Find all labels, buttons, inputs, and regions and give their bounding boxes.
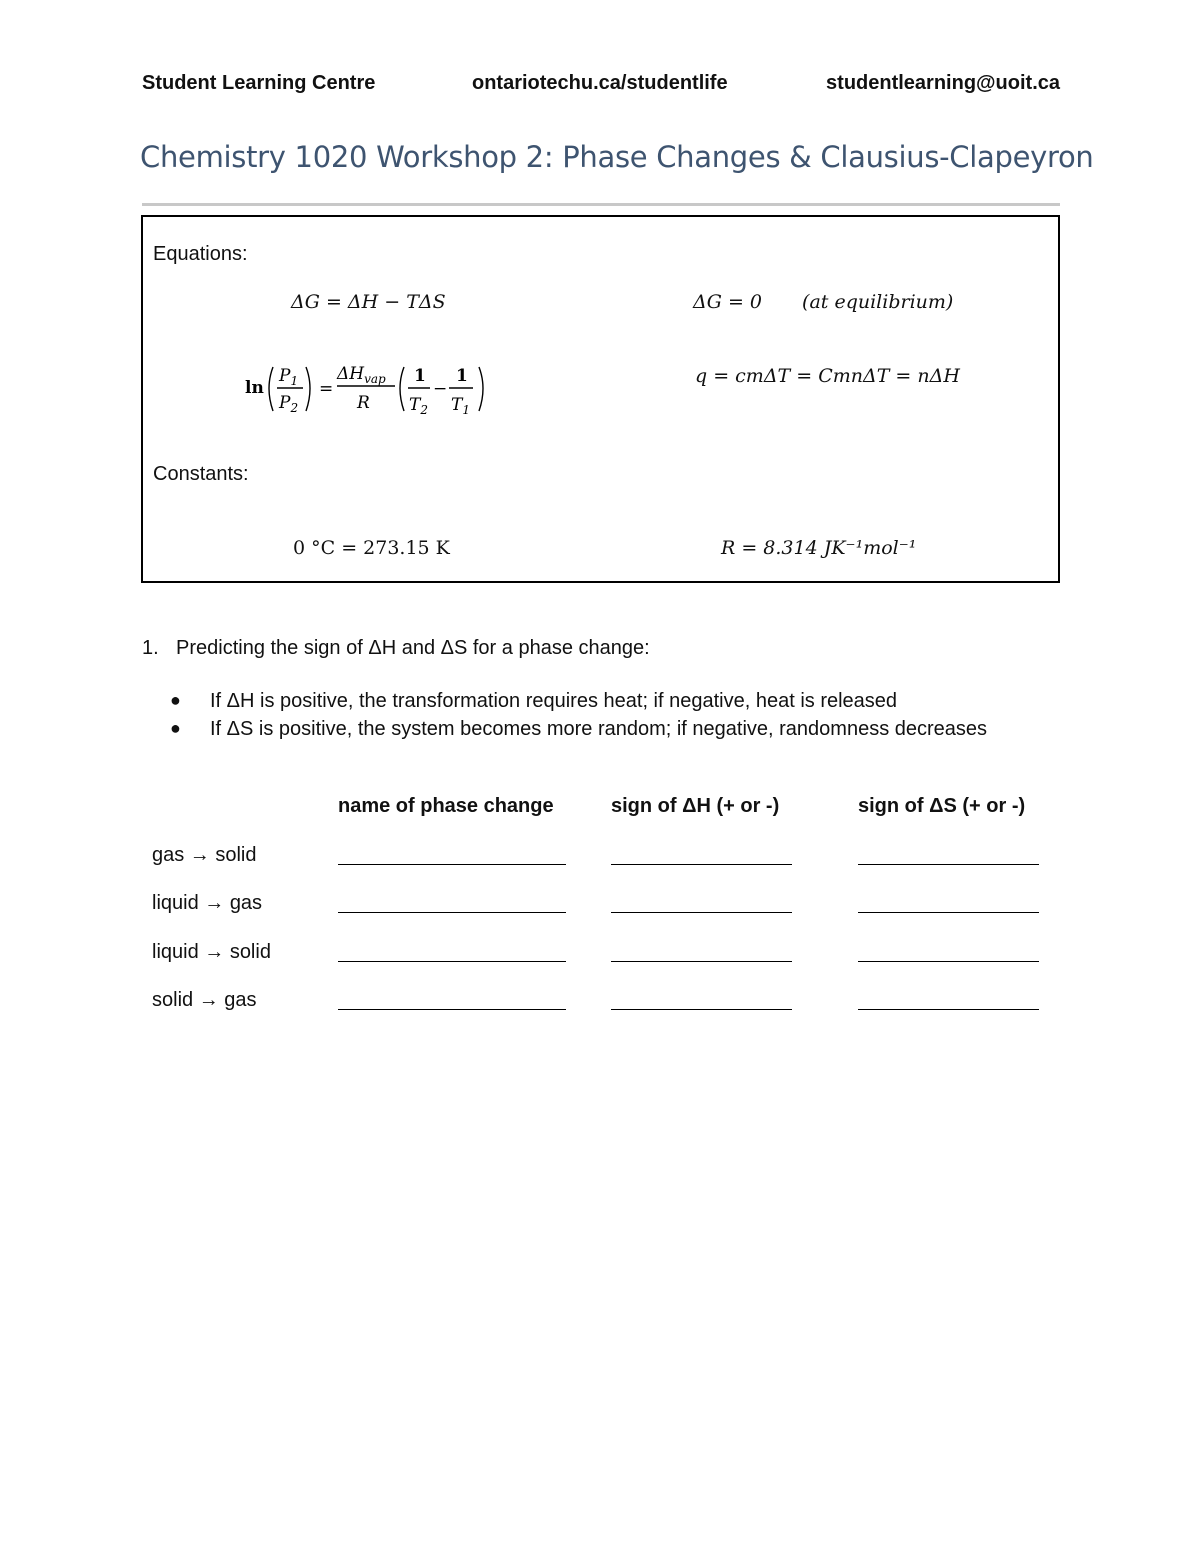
table-row (152, 989, 257, 1012)
gibbs-equation: ΔG = ΔH − TΔS (291, 291, 446, 313)
svg-text:1: 1 (456, 366, 468, 386)
answer-blank-ds[interactable] (858, 864, 1039, 865)
answer-blank-dh[interactable] (611, 864, 792, 865)
table-row (152, 844, 257, 867)
equations-label: Equations: (153, 243, 248, 265)
bullet-icon: ● (170, 718, 181, 738)
row-label: liquid → gas (152, 892, 263, 914)
answer-blank-name[interactable] (338, 912, 566, 913)
equilibrium-note: (at equilibrium) (802, 291, 954, 313)
page-title: Chemistry 1020 Workshop 2: Phase Changes & Clausius-Clapeyron (140, 140, 1094, 174)
answer-blank-ds[interactable] (858, 912, 1039, 913)
clausius-clapeyron-equation (243, 353, 503, 423)
table-row (152, 892, 262, 915)
answer-blank-dh[interactable] (611, 912, 792, 913)
answer-blank-dh[interactable] (611, 1009, 792, 1010)
header-organization: Student Learning Centre (142, 72, 376, 94)
answer-blank-name[interactable] (338, 864, 566, 865)
answer-blank-ds[interactable] (858, 1009, 1039, 1010)
hint-text: If ΔS is positive, the system becomes more random; if negative, randomness decreases (210, 718, 988, 740)
svg-text:T2: $T_2$ (409, 395, 428, 417)
hint-text: If ΔH is positive, the transformation requires heat; if negative, heat is released (210, 690, 898, 712)
question-number: 1. (142, 637, 159, 659)
bullet-icon: ● (170, 690, 181, 710)
svg-text:T1: $T_1$ (451, 395, 470, 417)
row-label: liquid → solid (152, 941, 271, 963)
page-header (142, 72, 1060, 100)
equilibrium-expression: ΔG = 0 (693, 291, 762, 313)
equations-box (141, 215, 1060, 583)
question-1 (142, 637, 650, 660)
row-label: gas → solid (152, 844, 257, 866)
table-row (152, 941, 271, 964)
svg-text:P1: $P_1$ (279, 366, 299, 388)
column-header-dh: sign of ΔH (+ or -) (611, 795, 780, 817)
column-header-name: name of phase change (338, 795, 554, 817)
column-header-ds: sign of ΔS (+ or -) (858, 795, 1026, 817)
kelvin-constant: 0 °C = 273.15 K (293, 537, 450, 559)
header-email: studentlearning@uoit.ca (826, 72, 1060, 94)
svg-text:P2: $P_2$ (279, 393, 299, 415)
answer-blank-name[interactable] (338, 1009, 566, 1010)
constants-label: Constants: (153, 463, 249, 485)
heat-equation: q = cmΔT = CmnΔT = nΔH (695, 365, 960, 387)
row-label: solid → gas (152, 989, 257, 1011)
equilibrium-equation (693, 291, 953, 313)
title-divider (142, 203, 1060, 206)
answer-blank-ds[interactable] (858, 961, 1039, 962)
svg-text:ΔHvap: $\Delta H_{vap}$ (337, 364, 386, 386)
answer-blank-dh[interactable] (611, 961, 792, 962)
svg-text:=: = (319, 379, 334, 399)
answer-blank-name[interactable] (338, 961, 566, 962)
svg-text:−: − (433, 379, 448, 399)
svg-text:ln: ln (245, 378, 264, 398)
header-website: ontariotechu.ca/studentlife (472, 72, 728, 94)
svg-text:1: 1 (414, 366, 426, 386)
gas-constant: R = 8.314 JK⁻¹mol⁻¹ (721, 537, 917, 559)
question-text: Predicting the sign of ΔH and ΔS for a phase change: (176, 637, 650, 659)
svg-text:R: R (357, 393, 370, 413)
